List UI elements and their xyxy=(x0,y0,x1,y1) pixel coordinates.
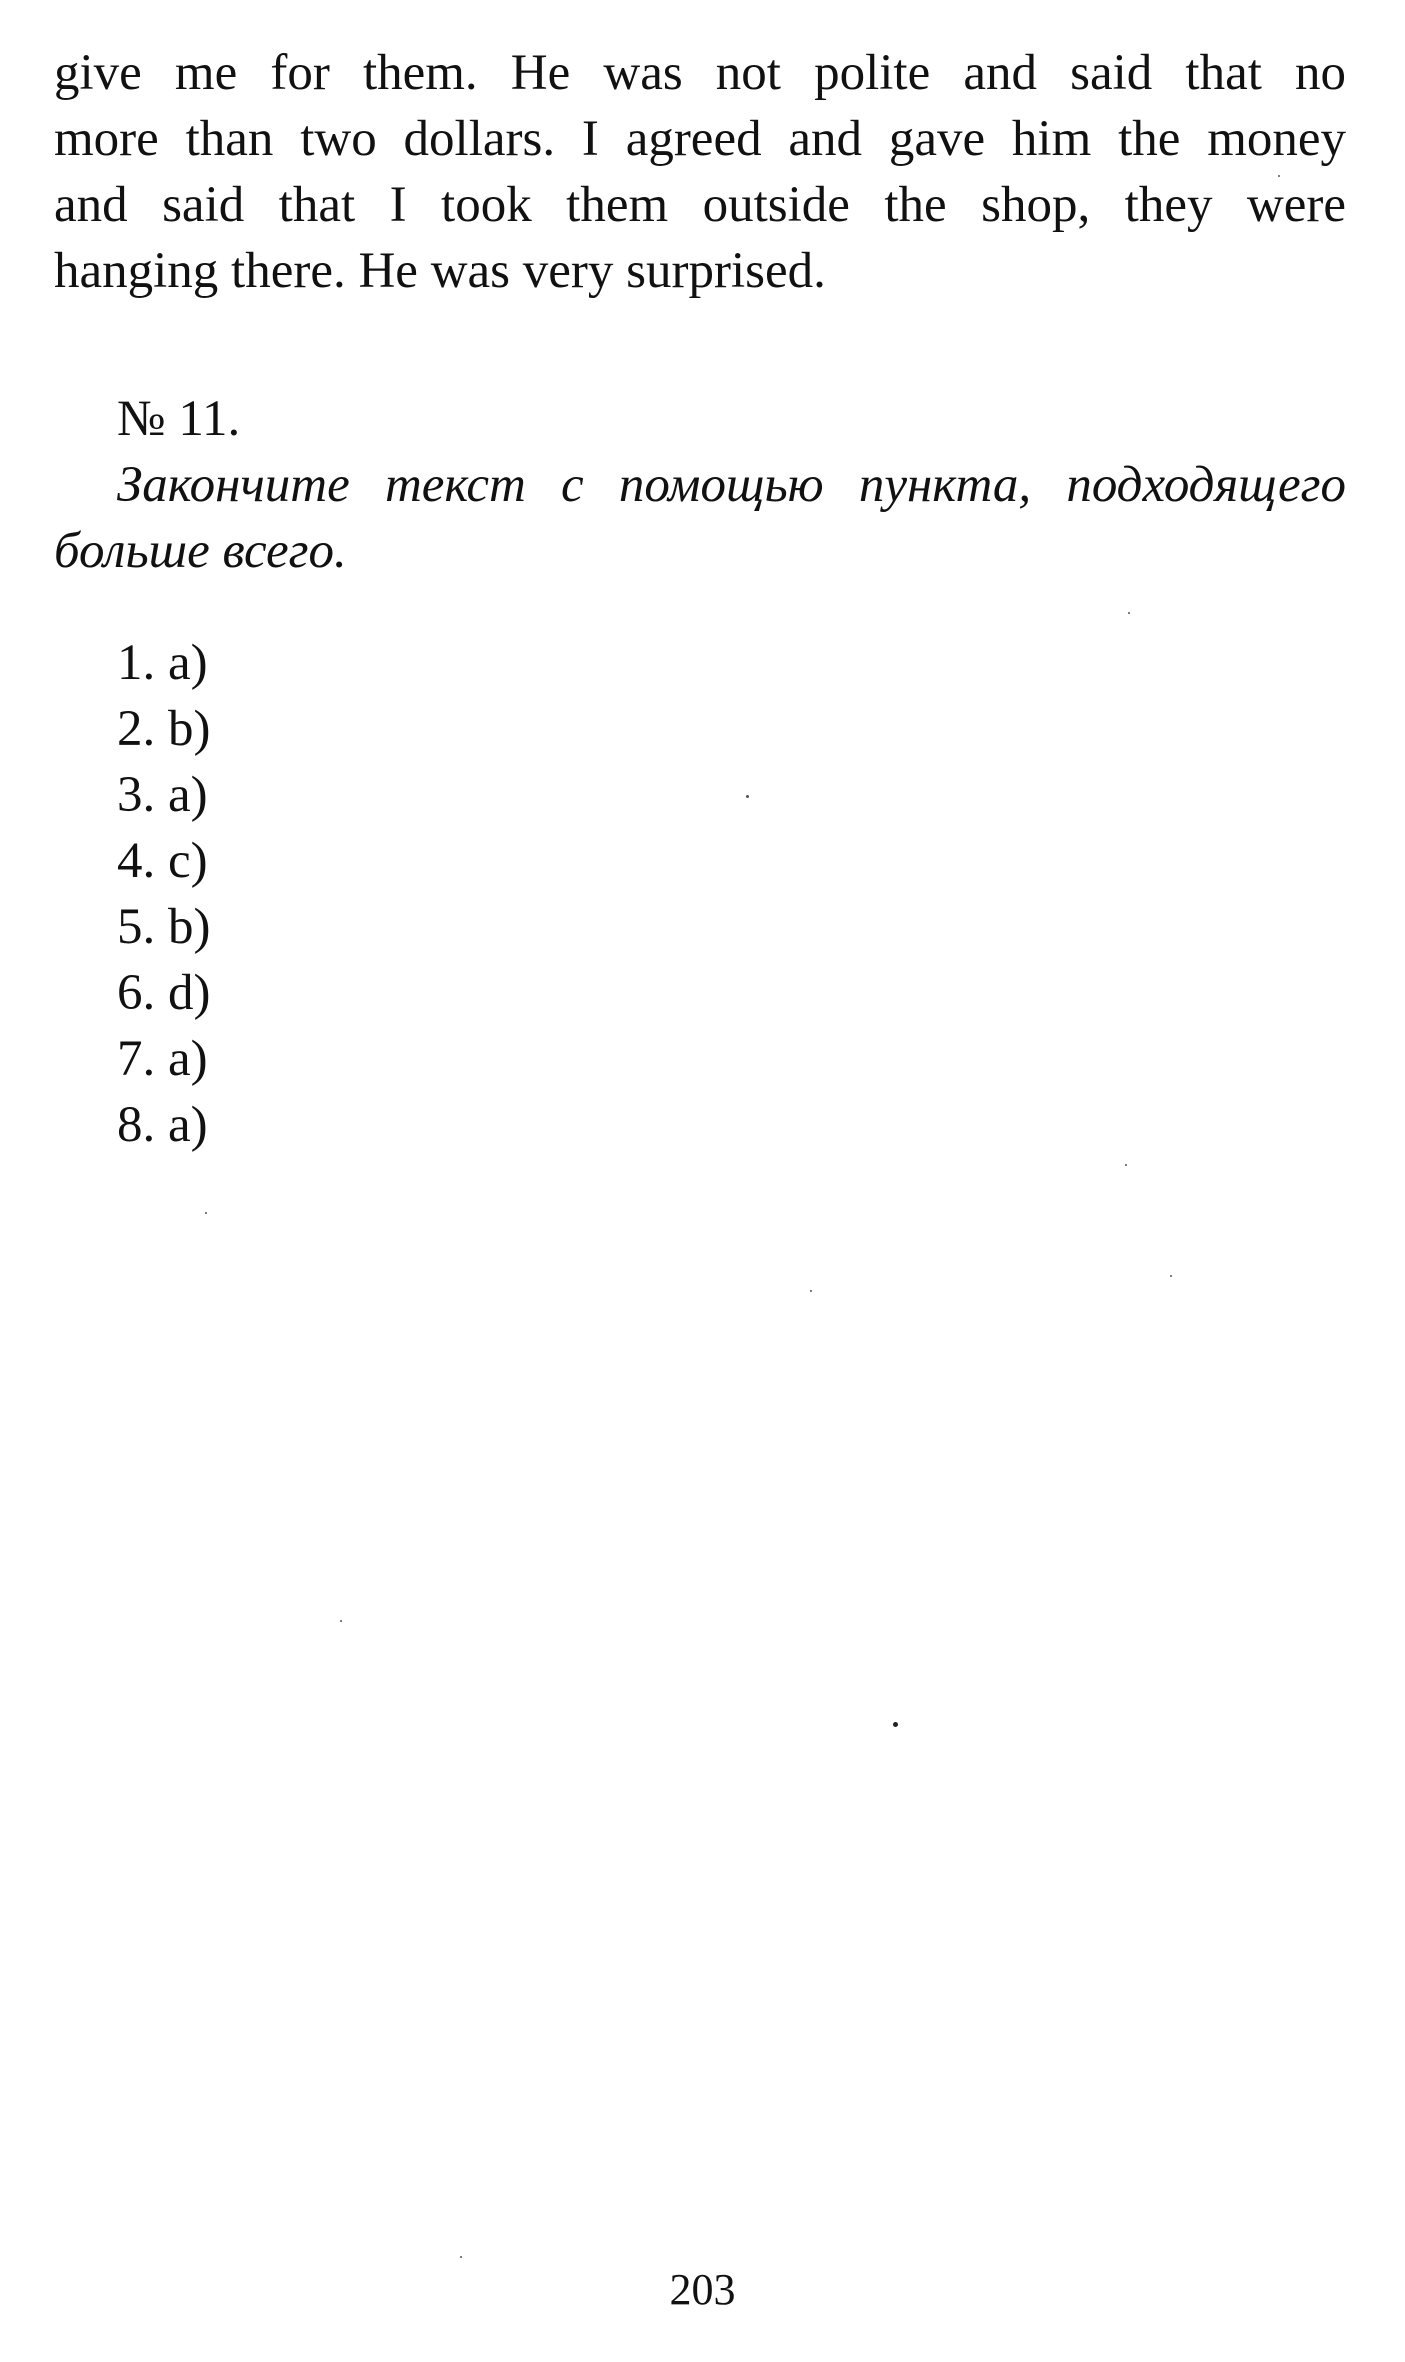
scan-speck xyxy=(1128,612,1130,614)
instruction-line: больше всего. xyxy=(54,523,347,579)
scan-speck xyxy=(1278,175,1280,177)
answer-item: 5. b) xyxy=(117,899,211,955)
previous-answer-text xyxy=(54,40,1346,304)
instruction-line: Закончите текст с помощью пункта, подходящего xyxy=(117,457,1346,513)
answer-item: 2. b) xyxy=(117,701,211,757)
answer-list xyxy=(117,630,210,1158)
answer-item: 6. d) xyxy=(117,965,211,1021)
text-line: and said that I took them outside the shop, they were xyxy=(54,177,1346,233)
scan-speck xyxy=(205,1212,207,1214)
exercise-number: № 11. xyxy=(117,391,241,447)
scan-speck xyxy=(746,795,749,798)
answer-item: 8. a) xyxy=(117,1097,208,1153)
text-line: hanging there. He was very surprised. xyxy=(54,243,826,299)
text-line: more than two dollars. I agreed and gave him the money xyxy=(54,111,1346,167)
scan-speck xyxy=(460,2256,462,2258)
page-number: 203 xyxy=(669,2265,736,2314)
scan-speck xyxy=(893,1722,898,1727)
scan-speck xyxy=(1125,1164,1127,1166)
exercise-instruction xyxy=(54,452,1346,584)
text-line: give me for them. He was not polite and said that no xyxy=(54,45,1346,101)
scan-speck xyxy=(1170,1275,1172,1277)
scan-speck xyxy=(810,1290,812,1292)
answer-item: 1. a) xyxy=(117,635,208,691)
answer-item: 3. a) xyxy=(117,767,208,823)
answer-item: 7. a) xyxy=(117,1031,208,1087)
scan-speck xyxy=(340,1620,342,1622)
answer-item: 4. c) xyxy=(117,833,208,889)
